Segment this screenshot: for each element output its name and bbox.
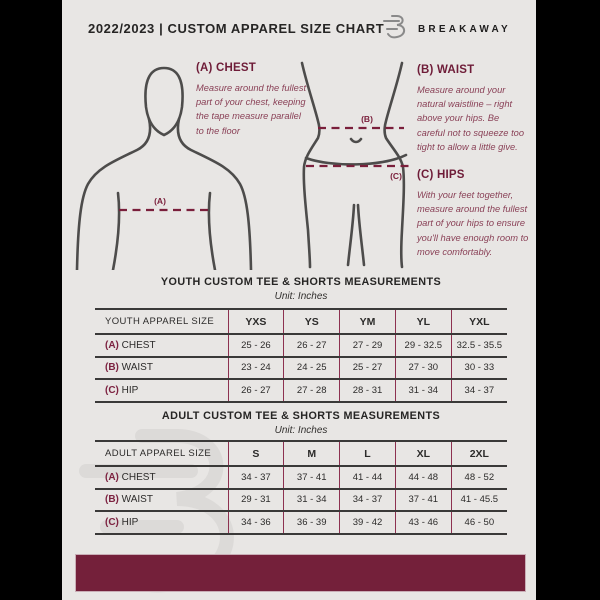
cell-value: 32.5 - 35.5 bbox=[451, 334, 507, 357]
row-key: (B) bbox=[105, 362, 119, 374]
column-header: YM bbox=[340, 309, 396, 334]
marker-b-label: (B) bbox=[361, 114, 373, 124]
cell-value: 36 - 39 bbox=[284, 511, 340, 534]
cell-value: 27 - 30 bbox=[395, 357, 451, 380]
youth-size-table bbox=[95, 308, 507, 403]
row-title: WAIST bbox=[118, 494, 153, 506]
row-label bbox=[95, 489, 228, 512]
row-title: WAIST bbox=[118, 362, 153, 374]
cell-value: 26 - 27 bbox=[228, 379, 284, 402]
cell-value: 29 - 31 bbox=[228, 489, 284, 512]
column-header: 2XL bbox=[451, 441, 507, 466]
hips-heading: (C) HIPS bbox=[417, 169, 465, 181]
adult-table-title: ADULT CUSTOM TEE & SHORTS MEASUREMENTS bbox=[161, 410, 441, 422]
column-header: M bbox=[284, 441, 340, 466]
row-title: CHEST bbox=[118, 471, 156, 483]
row-label bbox=[95, 357, 228, 380]
cell-value: 46 - 50 bbox=[451, 511, 507, 534]
table-row bbox=[95, 334, 507, 357]
adult-table-unit: Unit: Inches bbox=[274, 425, 328, 436]
marker-c-label: (C) bbox=[390, 171, 402, 181]
youth-table-unit: Unit: Inches bbox=[274, 291, 328, 302]
chest-heading: (A) CHEST bbox=[196, 62, 256, 74]
cell-value: 23 - 24 bbox=[228, 357, 284, 380]
cell-value: 43 - 46 bbox=[395, 511, 451, 534]
cell-value: 44 - 48 bbox=[395, 466, 451, 489]
row-key: (A) bbox=[105, 471, 119, 483]
page-title: 2022/2023 | CUSTOM APPAREL SIZE CHART bbox=[88, 21, 385, 36]
row-key: (C) bbox=[105, 516, 119, 528]
table-row bbox=[95, 489, 507, 512]
cell-value: 25 - 26 bbox=[228, 334, 284, 357]
cell-value: 41 - 44 bbox=[340, 466, 396, 489]
cell-value: 27 - 29 bbox=[340, 334, 396, 357]
cell-value: 34 - 36 bbox=[228, 511, 284, 534]
hips-description: With your feet together, measure around the fullest part of your hips to ensure you'll have enough room to move comfortably. bbox=[417, 190, 529, 257]
column-header: YL bbox=[395, 309, 451, 334]
cell-value: 34 - 37 bbox=[228, 466, 284, 489]
youth-table-title: YOUTH CUSTOM TEE & SHORTS MEASUREMENTS bbox=[160, 276, 442, 288]
waist-description: Measure around your natural waistline – right above your hips. Be careful not to squeeze too tight to allow a little give. bbox=[417, 85, 524, 152]
cell-value: 30 - 33 bbox=[451, 357, 507, 380]
cell-value: 48 - 52 bbox=[451, 466, 507, 489]
table-row bbox=[95, 357, 507, 380]
row-title: CHEST bbox=[118, 339, 156, 351]
column-header: YXL bbox=[451, 309, 507, 334]
cell-value: 29 - 32.5 bbox=[395, 334, 451, 357]
row-key: (A) bbox=[105, 339, 119, 351]
chest-description: Measure around the fullest part of your chest, keeping the tape measure parallel to the floor bbox=[196, 83, 307, 136]
cell-value: 34 - 37 bbox=[451, 379, 507, 402]
column-header: YS bbox=[284, 309, 340, 334]
youth-header-row bbox=[95, 309, 507, 334]
table-row bbox=[95, 379, 507, 402]
row-label bbox=[95, 379, 228, 402]
row-label bbox=[95, 334, 228, 357]
footer-accent-bar bbox=[75, 554, 526, 592]
cell-value: 26 - 27 bbox=[284, 334, 340, 357]
marker-a-label: (A) bbox=[154, 196, 166, 206]
cell-value: 25 - 27 bbox=[340, 357, 396, 380]
column-header: YOUTH APPAREL SIZE bbox=[105, 316, 215, 327]
column-header: L bbox=[340, 441, 396, 466]
column-header: YXS bbox=[228, 309, 284, 334]
table-row bbox=[95, 511, 507, 534]
row-label bbox=[95, 466, 228, 489]
body-measurement-diagram bbox=[62, 55, 536, 270]
row-title: HIP bbox=[118, 516, 139, 528]
row-title: HIP bbox=[118, 384, 139, 396]
cell-value: 34 - 37 bbox=[340, 489, 396, 512]
upper-body-outline bbox=[77, 68, 251, 270]
cell-value: 24 - 25 bbox=[284, 357, 340, 380]
cell-value: 27 - 28 bbox=[284, 379, 340, 402]
cell-value: 37 - 41 bbox=[284, 466, 340, 489]
cell-value: 39 - 42 bbox=[340, 511, 396, 534]
adult-header-row bbox=[95, 441, 507, 466]
brand-name: BREAKAWAY bbox=[418, 24, 511, 35]
cell-value: 31 - 34 bbox=[284, 489, 340, 512]
row-key: (C) bbox=[105, 384, 119, 396]
column-header: S bbox=[228, 441, 284, 466]
row-label bbox=[95, 511, 228, 534]
table-row bbox=[95, 466, 507, 489]
adult-size-table bbox=[95, 440, 507, 535]
cell-value: 31 - 34 bbox=[395, 379, 451, 402]
cell-value: 37 - 41 bbox=[395, 489, 451, 512]
row-key: (B) bbox=[105, 494, 119, 506]
cell-value: 41 - 45.5 bbox=[451, 489, 507, 512]
column-header: ADULT APPAREL SIZE bbox=[105, 448, 212, 459]
document-canvas bbox=[62, 0, 536, 600]
cell-value: 28 - 31 bbox=[340, 379, 396, 402]
waist-heading: (B) WAIST bbox=[417, 64, 475, 76]
breakaway-logo-icon bbox=[382, 12, 412, 42]
column-header: XL bbox=[395, 441, 451, 466]
